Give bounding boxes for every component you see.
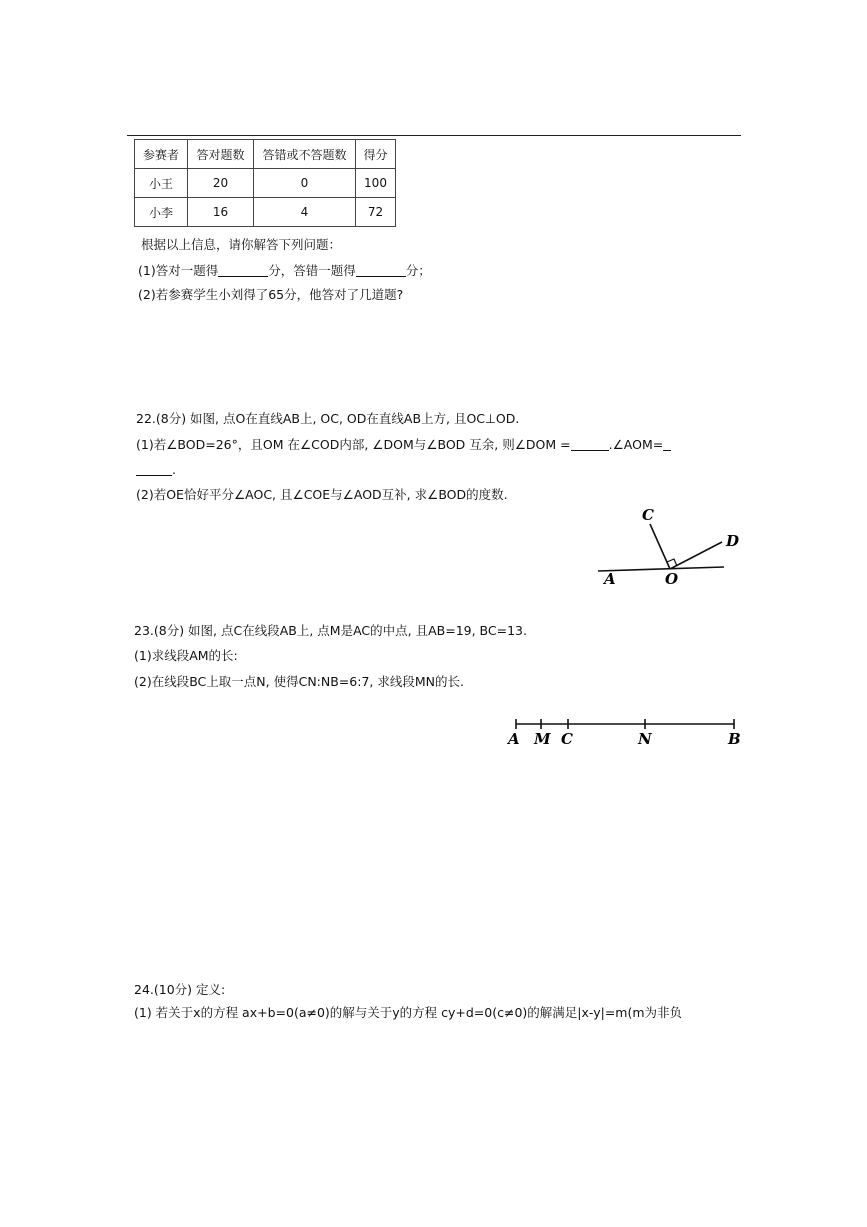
q23-part2: (2)在线段BC上取一点N, 使得CN:NB=6:7, 求线段MN的长.	[134, 674, 464, 689]
header-rule	[127, 135, 741, 136]
table-cell: 小王	[135, 169, 188, 198]
answer-blank	[571, 438, 609, 451]
q22-part1-text-b: .∠AOM=	[608, 437, 664, 452]
answer-blank	[663, 438, 671, 451]
table-cell: 100	[356, 169, 396, 198]
q21-part1-text-b: 分，答错一题得	[268, 263, 356, 278]
ray-od	[670, 542, 722, 569]
line-ab	[598, 567, 724, 571]
q21-part2: (2)若参赛学生小刘得了65分，他答对了几道题?	[138, 287, 404, 302]
table-header-cell: 参赛者	[135, 140, 188, 169]
table-header-cell: 答对题数	[188, 140, 254, 169]
ray-oc	[650, 524, 670, 569]
table-header-cell: 得分	[356, 140, 396, 169]
q22-part1	[136, 437, 671, 453]
q22-part2: (2)若OE恰好平分∠AOC, 且∠COE与∠AOD互补, 求∠BOD的度数.	[136, 487, 508, 502]
table-header-row	[135, 140, 396, 169]
table-cell: 16	[188, 198, 254, 227]
q22-part1-end: .	[172, 462, 176, 477]
q24-part1: (1) 若关于x的方程 ax+b=0(a≠0)的解与关于y的方程 cy+d=0(c≠0)的解满足|x-y|=m(m为非负	[134, 1005, 683, 1020]
q24-title: 24.(10分) 定义:	[134, 982, 226, 997]
label-m: M	[534, 730, 551, 748]
label-d: D	[726, 532, 740, 550]
q21-intro: 根据以上信息，请你解答下列问题：	[141, 237, 342, 252]
q22-part1-text-a: (1)若∠BOD=26°，且OM 在∠COD内部, ∠DOM与∠BOD 互余, 则∠DOM =	[136, 437, 571, 452]
answer-blank	[136, 463, 172, 476]
table-row	[135, 169, 396, 198]
segment-figure	[500, 712, 750, 752]
table-cell: 小李	[135, 198, 188, 227]
label-a: A	[508, 730, 520, 748]
table-cell: 0	[254, 169, 356, 198]
score-table	[134, 139, 396, 227]
label-c: C	[561, 730, 573, 748]
label-n: N	[638, 730, 652, 748]
table-row	[135, 198, 396, 227]
table-cell: 20	[188, 169, 254, 198]
table-cell: 72	[356, 198, 396, 227]
angle-figure	[590, 500, 750, 615]
label-o: O	[665, 570, 679, 588]
table-header-cell: 答错或不答题数	[254, 140, 356, 169]
label-b: B	[728, 730, 741, 748]
answer-blank	[356, 264, 406, 277]
q23-title: 23.(8分) 如图, 点C在线段AB上, 点M是AC的中点, 且AB=19, BC=13.	[134, 623, 527, 638]
q22-title: 22.(8分) 如图, 点O在直线AB上, OC, OD在直线AB上方, 且OC⊥OD.	[136, 411, 520, 426]
table-cell: 4	[254, 198, 356, 227]
q22-part1-cont	[136, 462, 176, 478]
q21-part1-text-a: (1)答对一题得	[138, 263, 219, 278]
label-c: C	[642, 506, 654, 524]
answer-blank	[218, 264, 268, 277]
q23-part1: (1)求线段AM的长:	[134, 648, 238, 663]
q21-part1	[138, 263, 431, 279]
label-a: A	[604, 570, 616, 588]
q21-part1-text-c: 分；	[405, 263, 431, 278]
